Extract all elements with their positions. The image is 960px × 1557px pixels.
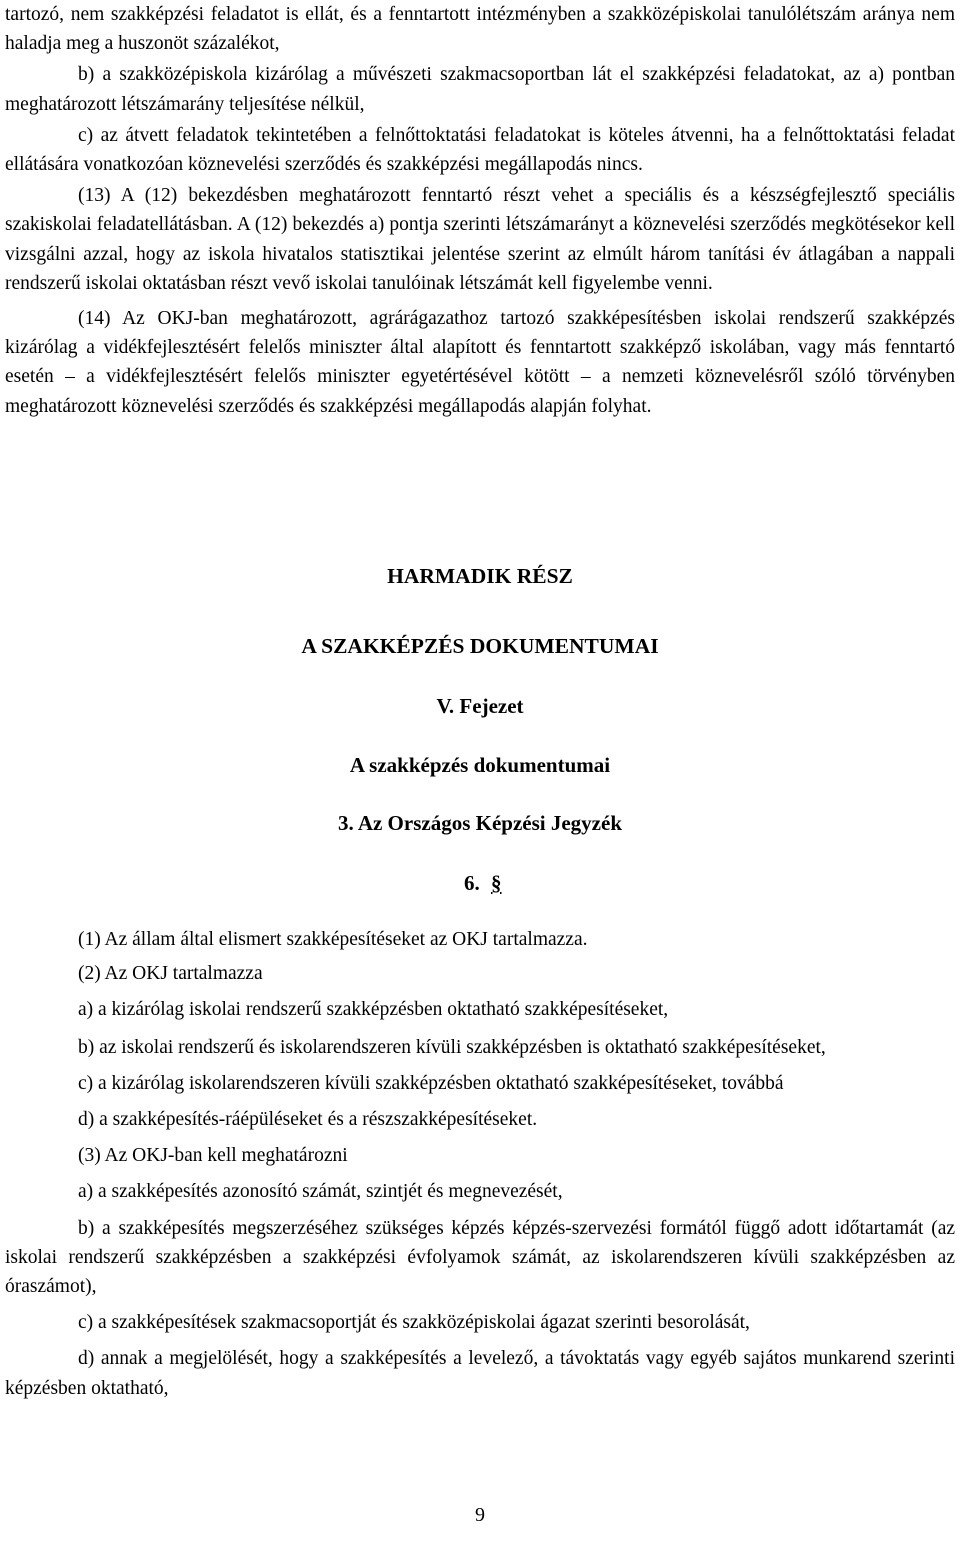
chapter-heading: V. Fejezet (436, 694, 524, 718)
paragraph-continuation: tartozó, nem szakképzési feladatot is ellát, és a fenntartott intézményben a szakközépiskolai tanulólétszám aránya nem haladja meg a huszonöt százalékot, (5, 4, 955, 55)
page-number: 9 (475, 1504, 485, 1526)
section-body (5, 925, 955, 1403)
section-paragraph-2: (2) Az OKJ tartalmazza (78, 963, 263, 985)
section-sign: § (491, 871, 502, 895)
top-text-block (5, 0, 955, 421)
section-item-3b: b) a szakképesítés megszerzéséhez szükséges képzés képzés-szervezési formától függő adott időtartamát (az iskolai rendszerű szakképzésben a szakképzési évfolyamok számát, az iskolarendszeren kívüli szakképzésben az óraszámot), (5, 1217, 955, 1298)
document-page (5, 0, 955, 1557)
subchapter-heading: 3. Az Országos Képzési Jegyzék (337, 811, 623, 835)
chapter-title-heading: A szakképzés dokumentumai (349, 753, 611, 777)
section-number-text: 6. (464, 871, 480, 895)
paragraph-13: (13) A (12) bekezdésben meghatározott fenntartó részt vehet a speciális és a készségfejlesztő speciális szakiskolai feladatellátásban. A (12) bekezdés a) pontja szerinti létszámarányt a köznevelési szerződés megkötésekor kell vizsgálni azzal, hogy az iskola hivatalos statisztikai jelentése szerint az elmúlt három tanítási év átlagában a nappali rendszerű iskolai oktatásban részt vevő iskolai tanulóinak létszámát kell figyelembe venni. (5, 185, 955, 294)
section-item-3d: d) annak a megjelölését, hogy a szakképesítés a levelező, a távoktatás vagy egyéb sajátos munkarend szerinti képzésben oktatható, (5, 1348, 955, 1399)
part-title-heading: A SZAKKÉPZÉS DOKUMENTUMAI (301, 634, 659, 658)
paragraph-12b: b) a szakközépiskola kizárólag a művészeti szakmacsoportban lát el szakképzési feladatokat, az a) pontban meghatározott létszámarány teljesítése nélkül, (5, 64, 955, 115)
section-number (464, 871, 502, 896)
paragraph-14: (14) Az OKJ-ban meghatározott, agrárágazathoz tartozó szakképesítésben iskolai rendszerű szakképzés kizárólag a vidékfejlesztésért felelős miniszter által alapított és fenntartott szakképző iskolában, vagy más fenntartó esetén – a vidékfejlesztésért felelős miniszter egyetértésével kötött – a nemzeti köznevelésről szóló törvényben meghatározott köznevelési szerződés és szakképzési megállapodás alapján folyhat. (5, 308, 955, 417)
section-item-3a: a) a szakképesítés azonosító számát, szintjét és megnevezését, (78, 1181, 563, 1203)
section-item-2c: c) a kizárólag iskolarendszeren kívüli szakképzésben oktatható szakképesítéseket, továbbá (78, 1072, 784, 1094)
paragraph-12c: c) az átvett feladatok tekintetében a felnőttoktatási feladatokat is köteles átvenni, ha a felnőttoktatási feladat ellátására vonatkozóan köznevelési szerződés és szakképzési megállapodás nincs. (5, 124, 955, 176)
section-item-2b: b) az iskolai rendszerű és iskolarendszeren kívüli szakképzésben is oktatható szakképesítéseket, (78, 1036, 826, 1058)
section-item-3c: c) a szakképesítések szakmacsoportját és szakközépiskolai ágazat szerinti besorolását, (78, 1312, 750, 1334)
section-item-2d: d) a szakképesítés-ráépüléseket és a részszakképesítéseket. (78, 1109, 538, 1131)
part-heading: HARMADIK RÉSZ (387, 564, 573, 588)
section-item-2a: a) a kizárólag iskolai rendszerű szakképzésben oktatható szakképesítéseket, (78, 999, 669, 1021)
section-paragraph-1: (1) Az állam által elismert szakképesítéseket az OKJ tartalmazza. (78, 929, 588, 950)
section-paragraph-3: (3) Az OKJ-ban kell meghatározni (78, 1145, 348, 1167)
